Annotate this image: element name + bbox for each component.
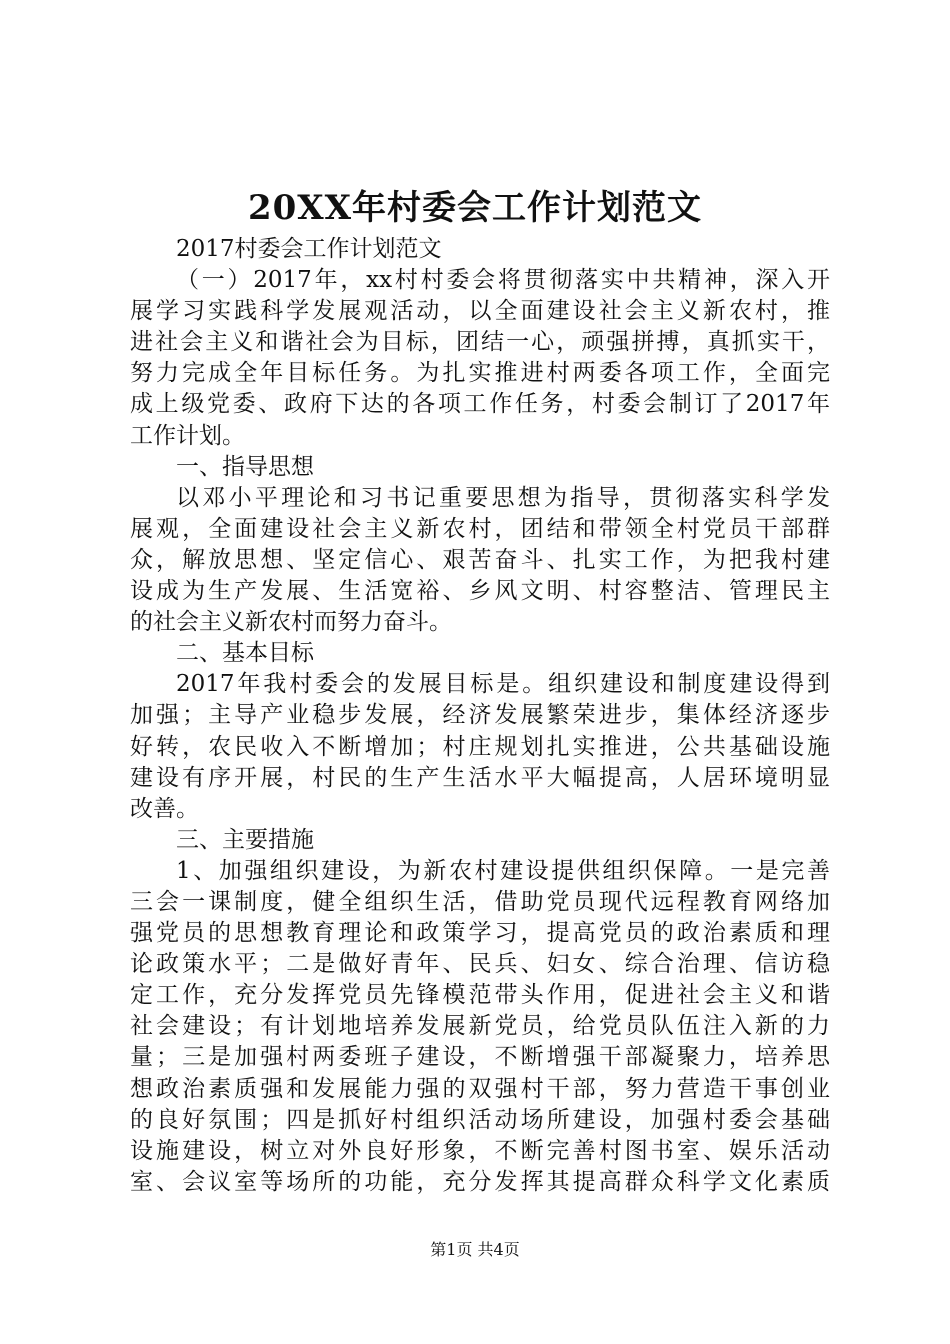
body-line: 论政策水平；二是做好青年、民兵、妇女、综合治理、信访稳: [130, 951, 830, 978]
body-line: 加强；主导产业稳步发展，经济发展繁荣进步，集体经济逐步: [130, 702, 830, 729]
body-line: 建设有序开展，村民的生产生活水平大幅提高，人居环境明显: [130, 764, 830, 791]
body-line: 二、基本目标: [176, 640, 314, 667]
body-line: 工作计划。: [130, 422, 245, 449]
body-line: 社会建设；有计划地培养发展新党员，给党员队伍注入新的力: [130, 1013, 830, 1040]
body-line: 展学习实践科学发展观活动，以全面建设社会主义新农村，推: [130, 298, 830, 325]
body-line: 定工作，充分发挥党员先锋模范带头作用，促进社会主义和谐: [130, 982, 830, 1009]
body-line: 2017年我村委会的发展目标是。组织建设和制度建设得到: [176, 671, 830, 698]
body-line: 好转，农民收入不断增加；村庄规划扎实推进，公共基础设施: [130, 733, 830, 760]
body-line: 一、指导思想: [176, 453, 314, 480]
document-title: 20XX年村委会工作计划范文: [247, 188, 703, 228]
body-line: 进社会主义和谐社会为目标，团结一心，顽强拼搏，真抓实干，: [130, 329, 830, 356]
document-body: [130, 234, 830, 1198]
body-line: 的良好氛围；四是抓好村组织活动场所建设，加强村委会基础: [130, 1106, 830, 1133]
body-line: 努力完成全年目标任务。为扎实推进村两委各项工作，全面完: [130, 360, 830, 387]
body-line: 展观，全面建设社会主义新农村，团结和带领全村党员干部群: [130, 515, 830, 542]
body-line: 以邓小平理论和习书记重要思想为指导，贯彻落实科学发: [176, 484, 830, 511]
page-footer: 第1页 共4页: [430, 1240, 520, 1259]
body-line: 众，解放思想、坚定信心、艰苦奋斗、扎实工作，为把我村建: [130, 546, 830, 573]
body-line: 的社会主义新农村而努力奋斗。: [130, 609, 452, 636]
body-line: 2017村委会工作计划范文: [176, 236, 442, 262]
body-line: （一）2017年，xx村村委会将贯彻落实中共精神，深入开: [176, 267, 830, 294]
body-line: 设成为生产发展、生活宽裕、乡风文明、村容整洁、管理民主: [130, 578, 830, 605]
body-line: 设施建设，树立对外良好形象，不断完善村图书室、娱乐活动: [130, 1137, 830, 1164]
body-line: 改善。: [130, 795, 199, 822]
body-line: 强党员的思想教育理论和政策学习，提高党员的政治素质和理: [130, 920, 830, 947]
body-line: 成上级党委、政府下达的各项工作任务，村委会制订了2017年: [130, 391, 830, 418]
body-line: 三、主要措施: [176, 826, 314, 853]
body-line: 量；三是加强村两委班子建设，不断增强干部凝聚力，培养思: [130, 1044, 830, 1071]
body-line: 1、加强组织建设，为新农村建设提供组织保障。一是完善: [176, 857, 830, 884]
body-line: 室、会议室等场所的功能，充分发挥其提高群众科学文化素质: [130, 1168, 830, 1195]
body-line: 想政治素质强和发展能力强的双强村干部，努力营造干事创业: [130, 1075, 830, 1102]
body-line: 三会一课制度，健全组织生活，借助党员现代远程教育网络加: [130, 888, 830, 915]
